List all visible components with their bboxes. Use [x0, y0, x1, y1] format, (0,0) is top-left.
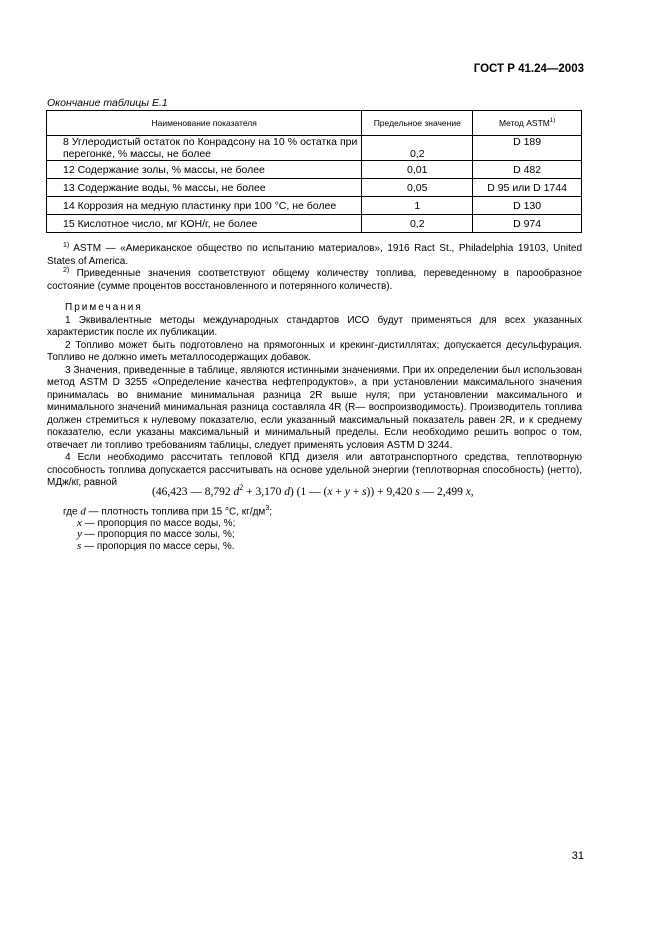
where-x [63, 518, 272, 530]
row-limit: 0,2 [362, 136, 473, 161]
footnote-2-mark: 2) [63, 267, 70, 274]
variable-definitions [63, 503, 272, 552]
row-name [47, 161, 362, 179]
where-d [63, 503, 272, 518]
formula-var: x [327, 485, 333, 498]
standard-number: ГОСТ Р 41.24—2003 [473, 63, 584, 75]
row-name [47, 179, 362, 197]
row-limit: 1 [362, 197, 473, 215]
column-header-name: Наименование показателя [47, 111, 362, 136]
note-item: 1 Эквивалентные методы международных стандартов ИСО будут применяться для всех указанных характеристик после их публикации. [47, 314, 582, 338]
table-row [47, 161, 582, 179]
formula-part: — 2,499 [419, 485, 466, 498]
formula-var: s [362, 485, 367, 498]
notes-title: Примечания [65, 302, 143, 313]
row-name-text: 13 Содержание воды, % массы, не более [63, 181, 266, 194]
formula-var: d [233, 485, 240, 498]
formula-part: + [332, 485, 345, 498]
table-row [47, 197, 582, 215]
formula-part: (46,423 — 8,792 [152, 485, 234, 498]
notes-block [47, 302, 582, 490]
where-s [63, 541, 272, 553]
formula-var: x [465, 485, 471, 498]
where-d-end: ; [269, 506, 272, 518]
note-item: 3 Значения, приведенные в таблице, являются истинными значениями. При их определении был использован метод ASTM D 3255 «Определение качества нефтепродуктов», а при установлении максимального значения принималась во внимание минимальная разница 2R выше нуля; при установлении максимального и минимального значений минимальная разница составляла 4R (R— воспроизводимость). Производитель топлива должен стремиться к нулевому показателю, если указанный максимальный показатель равен 2R, и к среднему показателю, если указаны максимальный и минимальный пределы. Если необходимо решить вопрос о том, отвечает ли топливо требованиям таблицы, следует применять условия ASTM D 3244. [47, 364, 582, 451]
footnote-1-text: ASTM — «Американское общество по испытанию материалов», 1916 Ract St., Philadelphia 19103, United States of America. [47, 243, 582, 267]
formula-part: , [470, 485, 474, 498]
row-method: D 189 [473, 136, 582, 161]
table-row [47, 136, 582, 161]
row-limit: 0,05 [362, 179, 473, 197]
where-lead: где [63, 506, 81, 518]
row-limit: 0,01 [362, 161, 473, 179]
row-name-text: 8 Углеродистый остаток по Конрадсону на 10 % остатка при перегонке, % массы, не более [63, 136, 358, 160]
row-name [47, 197, 362, 215]
table-caption: Окончание таблицы Е.1 [47, 97, 168, 109]
formula-var: y [344, 485, 350, 498]
row-limit: 0,2 [362, 215, 473, 233]
row-method: D 95 или D 1744 [473, 179, 582, 197]
var-y: y [77, 528, 82, 541]
note-item: 2 Топливо может быть подготовлено на прямогонных и крекинг-дистиллятах; допускается десульфурация. Топливо не должно иметь металлосодержащих добавок. [47, 339, 582, 363]
where-d-exp: 3 [265, 505, 270, 512]
row-method: D 130 [473, 197, 582, 215]
table-row [47, 215, 582, 233]
where-y-text: — пропорция по массе золы, %; [81, 529, 235, 541]
energy-formula [152, 483, 474, 498]
column-header-limit: Предельное значение [362, 111, 473, 136]
column-header-method-label: Метод ASTM [498, 118, 550, 128]
footnote-1-mark: 1) [63, 242, 70, 249]
formula-var: s [415, 485, 420, 498]
table-header-row [47, 111, 582, 136]
var-d: d [80, 505, 86, 518]
row-method: D 482 [473, 161, 582, 179]
footnote-mark: 1) [549, 118, 556, 125]
footnote-1 [47, 243, 582, 268]
where-s-text: — пропорция по массе серы, %. [81, 540, 235, 552]
row-name [47, 136, 362, 161]
formula-part: )) + 9,420 [366, 485, 416, 498]
row-name [47, 215, 362, 233]
column-header-method [473, 111, 582, 136]
row-name-text: 14 Коррозия на медную пластинку при 100 °С, не более [63, 199, 337, 212]
row-method: D 974 [473, 215, 582, 233]
where-d-text: — плотность топлива при 15 °С, кг/дм [85, 506, 266, 518]
var-x: x [77, 516, 82, 529]
table-row [47, 179, 582, 197]
formula-part: + [349, 485, 363, 498]
where-x-text: — пропорция по массе воды, %; [81, 517, 236, 529]
page-number: 31 [571, 850, 584, 862]
specification-table [46, 110, 582, 233]
row-name-text: 12 Содержание золы, % массы, не более [63, 163, 265, 176]
footnote-2 [47, 268, 582, 293]
where-y [63, 529, 272, 541]
note-item: 4 Если необходимо рассчитать тепловой КПД дизеля или автотранспортного средства, теплотворную способность топлива допускается рассчитывать на основе удельной энергии (теплотворная способность) (нетто), МДж/кг, равной [47, 452, 582, 488]
formula-part: + 3,170 [243, 485, 285, 498]
var-s: s [77, 539, 82, 552]
formula-var: d [284, 485, 290, 498]
formula-part: ) (1 — ( [289, 485, 328, 498]
footnote-2-text: Приведенные значения соответствуют общему количеству топлива, переведенному в парообразное состояние (сумме процентов восстановленного и потерянного количеств). [47, 268, 582, 292]
formula-exp: 2 [239, 483, 244, 492]
row-name-text: 15 Кислотное число, мг КОН/г, не более [63, 217, 258, 230]
